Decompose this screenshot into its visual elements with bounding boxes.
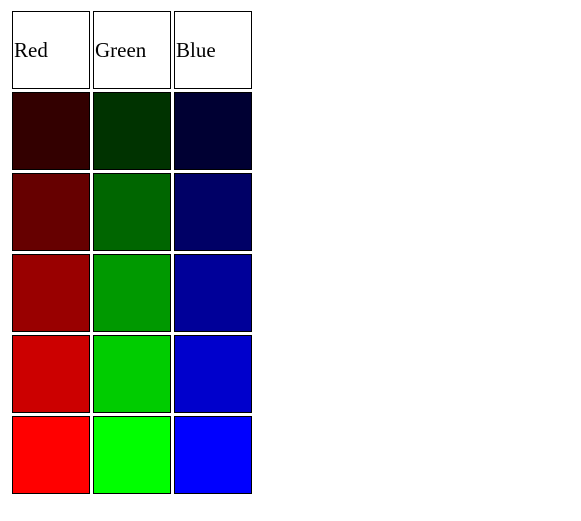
green-swatch <box>93 335 171 413</box>
table-row <box>12 254 252 332</box>
table-row <box>12 173 252 251</box>
red-swatch <box>12 254 90 332</box>
green-swatch <box>93 173 171 251</box>
blue-swatch <box>174 335 252 413</box>
green-swatch <box>93 416 171 494</box>
blue-swatch <box>174 173 252 251</box>
green-swatch <box>93 92 171 170</box>
red-swatch <box>12 92 90 170</box>
header-green: Green <box>93 11 171 89</box>
blue-swatch <box>174 92 252 170</box>
table-row <box>12 92 252 170</box>
red-swatch <box>12 335 90 413</box>
swatch-body <box>12 92 252 494</box>
blue-swatch <box>174 254 252 332</box>
red-swatch <box>12 416 90 494</box>
header-blue: Blue <box>174 11 252 89</box>
header-red: Red <box>12 11 90 89</box>
table-row <box>12 335 252 413</box>
blue-swatch <box>174 416 252 494</box>
table-header <box>12 11 252 89</box>
header-row <box>12 11 252 89</box>
red-swatch <box>12 173 90 251</box>
color-swatch-table <box>9 8 255 497</box>
table-row <box>12 416 252 494</box>
green-swatch <box>93 254 171 332</box>
